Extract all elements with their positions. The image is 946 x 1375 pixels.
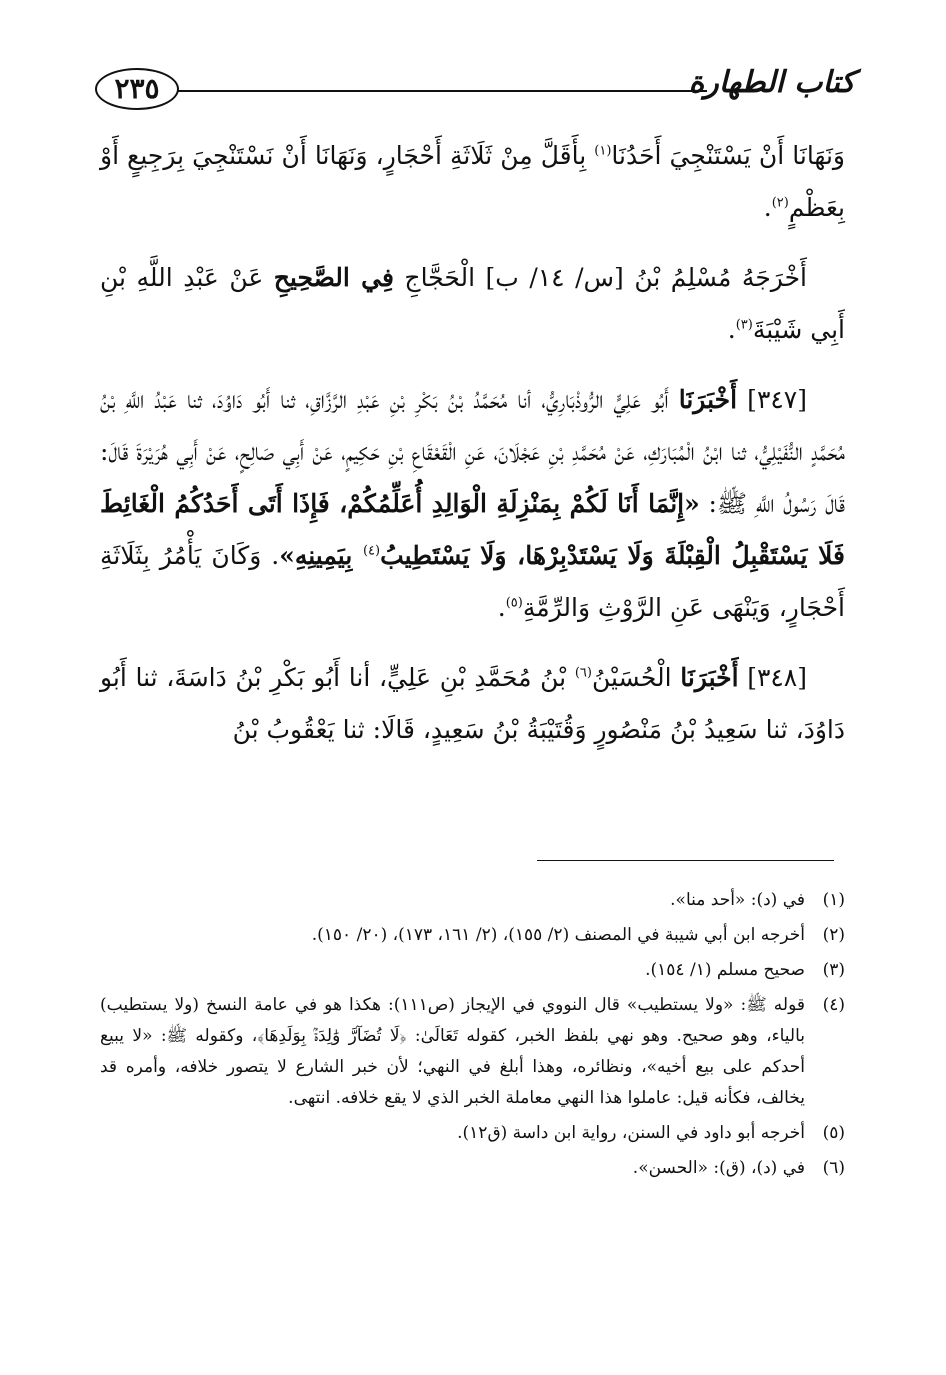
footnote-ref-5: (٥) (505, 595, 523, 611)
header-rule (177, 90, 707, 92)
text-segment: . وَكَانَ يَأْمُرُ بِثَلَاثَةِ أَحْجَارٍ، وَيَنْهَى عَنِ الرَّوْثِ وَالرِّمَّةِ (100, 541, 845, 622)
source-title: فِي الصَّحِيحِ (273, 263, 394, 292)
footnote-5 (100, 1118, 845, 1149)
book-title: كتاب الطهارة (688, 65, 855, 100)
footnote-6 (100, 1153, 845, 1184)
footnote-text: في (د): «أحد منا». (670, 890, 805, 910)
footnote-text: أخرجه ابن أبي شيبة في المصنف (٢/ ١٥٥)، (٢/ ١٦١، ١٧٣)، (٢٠/ ١٥٠). (311, 925, 805, 945)
footnote-ref-1: (١) (594, 143, 612, 159)
footnote-number: (٥) (822, 1123, 845, 1143)
paragraph-2 (100, 252, 845, 356)
text-segment: أَخْرَجَهُ مُسْلِمُ بْنُ [س/ ١٤/ ب] الْحَجَّاجِ (393, 263, 807, 292)
text-segment: وَنَهَانَا أَنْ يَسْتَنْجِيَ أَحَدُنَا (611, 141, 845, 170)
footnotes-section (100, 885, 845, 1188)
footnote-text: في (د)، (ق): «الحسن». (632, 1158, 805, 1178)
text-segment: أَبُو عَلِيٍّ الرُّوذْبَارِيُّ، أنا مُحَمَّدُ بْنُ بَكْرِ بْنِ عَبْدِ الرَّزَّاقِ، ثنا أَبُو دَاوُدَ، ثنا عَبْدُ اللَّهِ بْنُ مُحَمَّدٍ النُّفَيْلِيُّ، ثنا ابْنُ الْمُبَارَكِ، عَنْ مُحَمَّدِ بْنِ عَجْلَانَ، عَنِ الْقَعْقَاعِ بْنِ حَكِيمٍ، عَنْ أَبِي صَالِحٍ، عَنْ أَبِي هُرَيْرَةَ قَالَ: قَالَ رَسُولُ اللَّهِ ﷺ: (100, 385, 845, 518)
akhbarana-word: أَخْبَرَنَا (680, 663, 739, 692)
text-segment: . (763, 193, 772, 222)
text-segment: . (727, 315, 736, 344)
text-segment: عَنْ عَبْدِ اللَّهِ بْنِ أَبِي شَيْبَةَ (100, 263, 845, 344)
paragraph-1 (100, 130, 845, 234)
hadith-text: بِيَمِينِهِ» (279, 541, 363, 570)
hadith-347 (100, 374, 845, 634)
hadith-number: [٣٤٧] (737, 385, 808, 414)
footnote-number: (٢) (822, 925, 845, 945)
footnote-text: قوله ﷺ: «ولا يستطيب» قال النووي في الإيجاز (ص١١١): هكذا هو في عامة النسخ (ولا يستطيب) بالياء، وهو صحيح. وهو نهي بلفظ الخبر، كقوله تَعَالَىٰ: ﴿لَا تُضَآرَّ وَٰلِدَةُۢ بِوَلَدِهَا﴾، وكقوله ﷺ: «لا يبيع أحدكم على بيع أخيه»، ونظائره، وهذا أبلغ في النهي؛ لأن خبر الشارع لا يتصور خلافه، وأمره قد يخالف، فكأنه قيل: عاملوا هذا النهي معاملة الخبر الذي لا يقع خلافه. انتهى. (100, 995, 805, 1108)
footnote-ref-3: (٣) (735, 317, 753, 333)
text-segment: . (497, 593, 506, 622)
text-segment: بْنُ مُحَمَّدِ بْنِ عَلِيٍّ، أنا أَبُو بَكْرِ بْنُ دَاسَةَ، ثنا أَبُو دَاوُدَ، ثنا سَعِيدُ بْنُ مَنْصُورٍ وَقُتَيْبَةُ بْنُ سَعِيدٍ، قَالَا: ثنا يَعْقُوبُ بْنُ (100, 663, 845, 744)
footnote-text: صحيح مسلم (١/ ١٥٤). (645, 960, 805, 980)
hadith-348 (100, 652, 845, 756)
hadith-number: [٣٤٨] (738, 663, 808, 692)
footnote-3 (100, 955, 845, 986)
text-segment: الْحُسَيْنُ (591, 663, 681, 692)
footnote-4 (100, 990, 845, 1114)
main-text (100, 130, 845, 774)
text-segment: بِأَقَلَّ مِنْ ثَلَاثَةِ أَحْجَارٍ، وَنَهَانَا أَنْ نَسْتَنْجِيَ بِرَجِيعٍ أَوْ بِعَظْمٍ (100, 141, 845, 222)
footnote-1 (100, 885, 845, 916)
footnote-number: (٦) (822, 1158, 845, 1178)
hadith-text: «إِنَّمَا أَنَا لَكُمْ بِمَنْزِلَةِ الْوَالِدِ أُعَلِّمُكُمْ، فَإِذَا أَتَى أَحَدُكُمُ الْغَائِطَ فَلَا يَسْتَقْبِلُ الْقِبْلَةَ وَلَا يَسْتَدْبِرْهَا، وَلَا يَسْتَطِيبُ (100, 489, 845, 570)
footnote-ref-4: (٤) (362, 543, 381, 559)
footnote-2 (100, 920, 845, 951)
footnote-number: (٤) (822, 995, 845, 1015)
page-header (95, 60, 855, 120)
akhbarana-word: أَخْبَرَنَا (678, 385, 738, 414)
footnote-text: أخرجه أبو داود في السنن، رواية ابن داسة (ق١٢). (457, 1123, 805, 1143)
page-number: ٢٣٥ (95, 68, 179, 110)
footnote-ref-6: (٦) (574, 665, 592, 681)
footnote-number: (١) (822, 890, 845, 910)
footnote-divider (537, 860, 834, 861)
footnote-ref-2: (٢) (771, 195, 789, 211)
footnote-number: (٣) (822, 960, 845, 980)
